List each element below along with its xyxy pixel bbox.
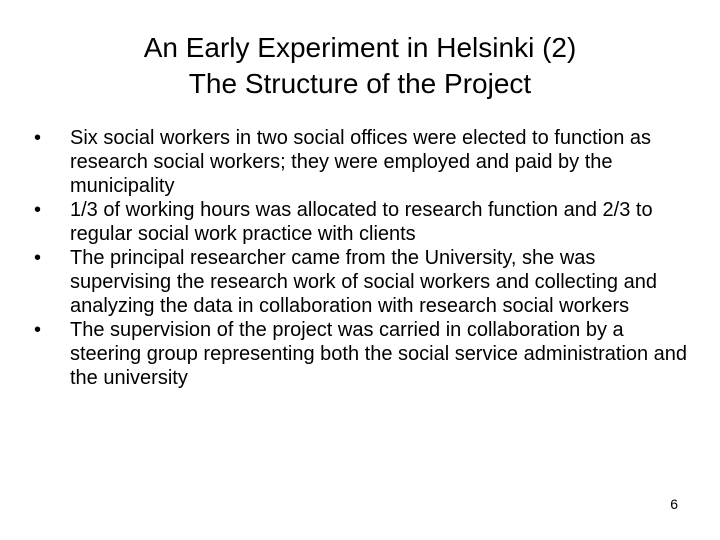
bullet-item xyxy=(30,318,690,390)
bullet-item xyxy=(30,126,690,198)
bullet-item xyxy=(30,246,690,318)
bullet-dot-icon: • xyxy=(34,199,42,221)
bullet-text: The principal researcher came from the University, she was supervising the research work of social workers and collecting and analyzing the data in collaboration with research social workers xyxy=(70,247,657,317)
bullet-dot-icon: • xyxy=(34,247,42,269)
bullet-item xyxy=(30,198,690,246)
bullet-text: The supervision of the project was carried in collaboration by a steering group representing both the social service administration and the university xyxy=(70,319,688,389)
bullet-dot-icon: • xyxy=(34,127,42,149)
bullet-text: Six social workers in two social offices were elected to function as research social workers; they were employed and paid by the municipality xyxy=(70,127,652,197)
slide-title-line-1: An Early Experiment in Helsinki (2) xyxy=(143,32,577,63)
page-number: 6 xyxy=(670,496,678,512)
bullet-text: 1/3 of working hours was allocated to research function and 2/3 to regular social work practice with clients xyxy=(70,199,653,245)
slide-title xyxy=(0,30,720,102)
bullet-list xyxy=(30,126,690,390)
slide-title-line-2: The Structure of the Project xyxy=(188,68,532,99)
bullet-dot-icon: • xyxy=(34,319,42,341)
